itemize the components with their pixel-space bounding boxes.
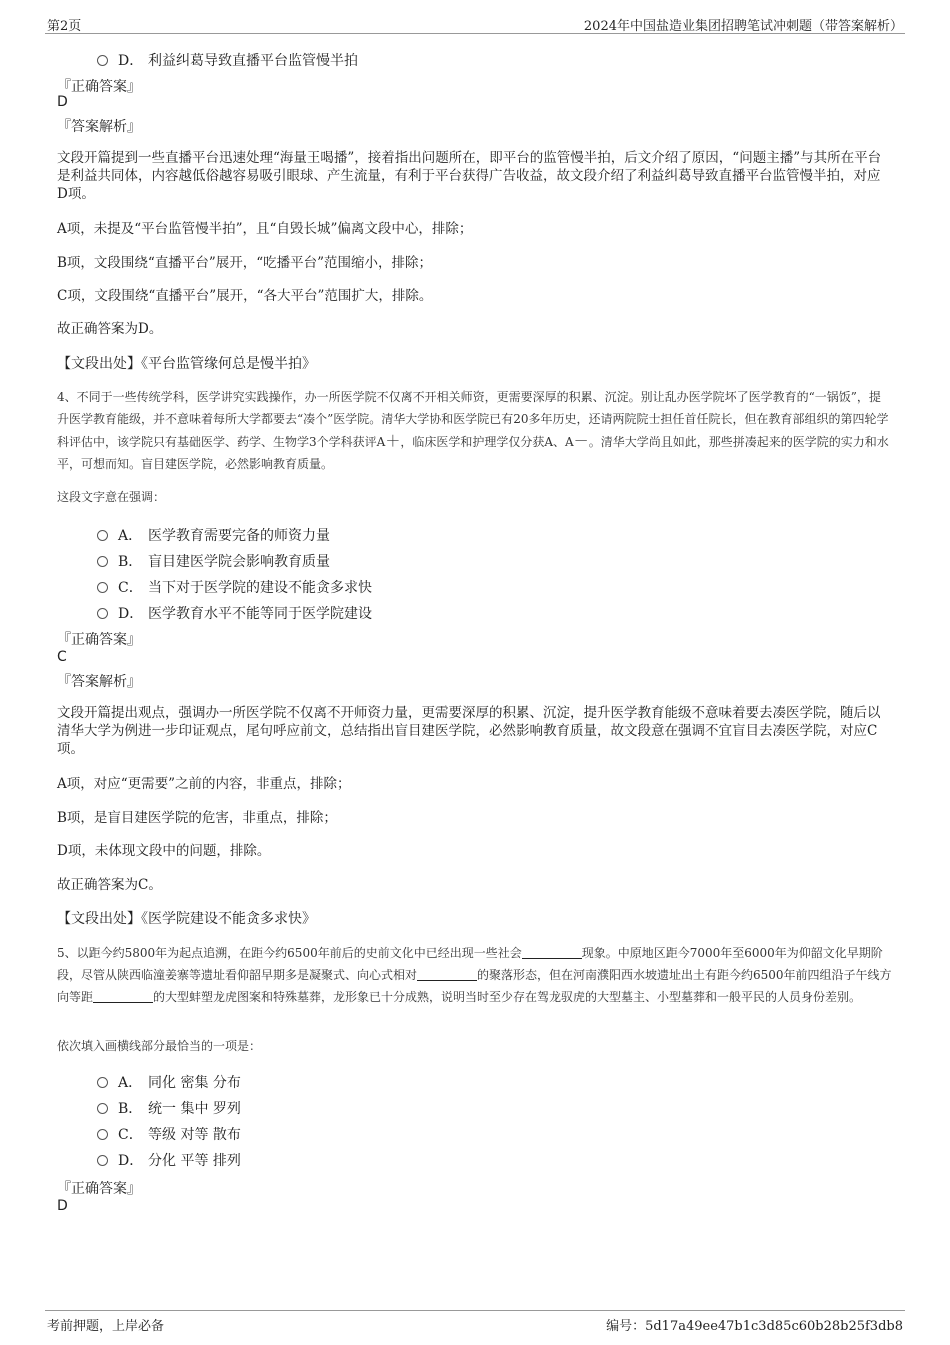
footer-slogan: 考前押题，上岸必备	[47, 1319, 165, 1334]
q4-stem: 4、不同于一些传统学科，医学讲究实践操作，办一所医学院不仅离不开相关师资，更需要深厚的积累、沉淀。别让乱办医学院坏了医学教育的“一锅饭”，提升医学教育能级，并不意味着每所大学都要去“凑个”医学院。清华大学协和医学院已有20多年历史，还请两院院士担任首任院长，但在教育部组织的第四轮学科评估中，该学院只有基础医学、药学、生物学3个学科获评A＋，临床医学和护理学仅分获A、A－。清华大学尚且如此，那些拼凑起来的医学院的实力和水平，可想而知。盲目建医学院，必然影响教育质量。	[57, 390, 889, 471]
q4-prompt: 这段文字意在强调：	[57, 490, 166, 504]
minus-sign: －	[573, 432, 589, 450]
radio-icon[interactable]	[97, 55, 108, 66]
radio-icon[interactable]	[97, 1129, 108, 1140]
q4-conclusion: 故正确答案为C。	[57, 877, 162, 893]
q3-a-note: A项，未提及“平台监管慢半拍”，且“自毁长城”偏离文段中心，排除；	[57, 221, 473, 237]
radio-icon[interactable]	[97, 1155, 108, 1166]
q5-option-b[interactable]: B． 统一 集中 罗列	[97, 1098, 241, 1118]
q3-b-note: B项，文段围绕“直播平台”展开，“吃播平台”范围缩小，排除；	[57, 255, 433, 271]
q3-analysis: 文段开篇提到一些直播平台迅速处理“海量王喝播”，接着指出问题所在，即平台的监管慢半拍，后文介绍了原因，“问题主播”与其所在平台是利益共同体，内容越低俗越容易吸引眼球、产生流量，有利于平台获得广告收益，故文段介绍了利益纠葛导致直播平台监管慢半拍，对应D项。	[57, 150, 882, 202]
q4-option-c[interactable]: C． 当下对于医学院的建设不能贪多求快	[97, 577, 372, 597]
q4-option-d[interactable]: D． 医学教育水平不能等同于医学院建设	[97, 603, 372, 623]
fill-blank[interactable]	[522, 946, 582, 959]
radio-icon[interactable]	[97, 530, 108, 541]
q3-answer: D	[57, 94, 68, 110]
q3-answer-label: 『正确答案』	[57, 79, 141, 95]
q5-option-d[interactable]: D． 分化 平等 排列	[97, 1150, 241, 1170]
q5-option-c[interactable]: C． 等级 对等 散布	[97, 1124, 241, 1144]
q4-option-a[interactable]: A． 医学教育需要完备的师资力量	[97, 525, 330, 545]
q4-answer: C	[57, 649, 67, 665]
page-number: 第2页	[47, 19, 82, 34]
document-id: 编号：5d17a49ee47b1c3d85c60b28b25f3db8	[606, 1319, 903, 1334]
q4-analysis-label: 『答案解析』	[57, 674, 141, 690]
q3-conclusion: 故正确答案为D。	[57, 321, 163, 337]
page-footer	[45, 1310, 905, 1335]
q3-c-note: C项，文段围绕“直播平台”展开，“各大平台”范围扩大，排除。	[57, 288, 433, 304]
q4-option-b[interactable]: B． 盲目建医学院会影响教育质量	[97, 551, 330, 571]
document-title: 2024年中国盐造业集团招聘笔试冲刺题（带答案解析）	[583, 19, 903, 34]
fill-blank[interactable]	[93, 990, 153, 1003]
q5-answer-label: 『正确答案』	[57, 1181, 141, 1197]
q4-answer-label: 『正确答案』	[57, 632, 141, 648]
radio-icon[interactable]	[97, 1103, 108, 1114]
radio-icon[interactable]	[97, 556, 108, 567]
page-header	[45, 13, 905, 34]
q4-source: 【文段出处】《医学院建设不能贪多求快》	[57, 911, 316, 927]
plus-sign: ＋	[385, 432, 401, 450]
q5-answer: D	[57, 1198, 68, 1214]
q4-b-note: B项，是盲目建医学院的危害，非重点，排除；	[57, 810, 337, 826]
q5-prompt: 依次填入画横线部分最恰当的一项是：	[57, 1039, 262, 1053]
radio-icon[interactable]	[97, 1077, 108, 1088]
q5-option-a[interactable]: A． 同化 密集 分布	[97, 1072, 241, 1092]
fill-blank[interactable]	[417, 968, 477, 981]
q3-option-d[interactable]: D． 利益纠葛导致直播平台监管慢半拍	[97, 50, 358, 70]
radio-icon[interactable]	[97, 582, 108, 593]
q5-stem: 5、以距今约5800年为起点追溯，在距今约6500年前后的史前文化中已经出现一些社会 现象。中原地区距今7000年至6000年为仰韶文化早期阶段，尽管从陕西临潼姜寨等遗址看仰韶早期多是凝聚式、向心式相对 的聚落形态，但在河南濮阳西水坡遗址出土有距今约6500年前四组沿子午线方向等距 的大型蚌塑龙虎图案和特殊墓葬，龙形象已十分成熟，说明当时至少存在驾龙驭虎的大型墓主、小型墓葬和一般平民的人员身份差别。	[57, 946, 892, 1004]
q3-analysis-label: 『答案解析』	[57, 119, 141, 135]
radio-icon[interactable]	[97, 608, 108, 619]
q4-a-note: A项，对应“更需要”之前的内容，非重点，排除；	[57, 776, 351, 792]
q4-d-note: D项，未体现文段中的问题，排除。	[57, 843, 271, 859]
q4-analysis: 文段开篇提出观点，强调办一所医学院不仅离不开师资力量，更需要深厚的积累、沉淀，提升医学教育能级不意味着要去凑医学院，随后以清华大学为例进一步印证观点，尾句呼应前文，总结指出盲目建医学院，必然影响教育质量，故文段意在强调不宜盲目去凑医学院，对应C项。	[57, 705, 881, 757]
q3-source: 【文段出处】《平台监管缘何总是慢半拍》	[57, 356, 316, 372]
